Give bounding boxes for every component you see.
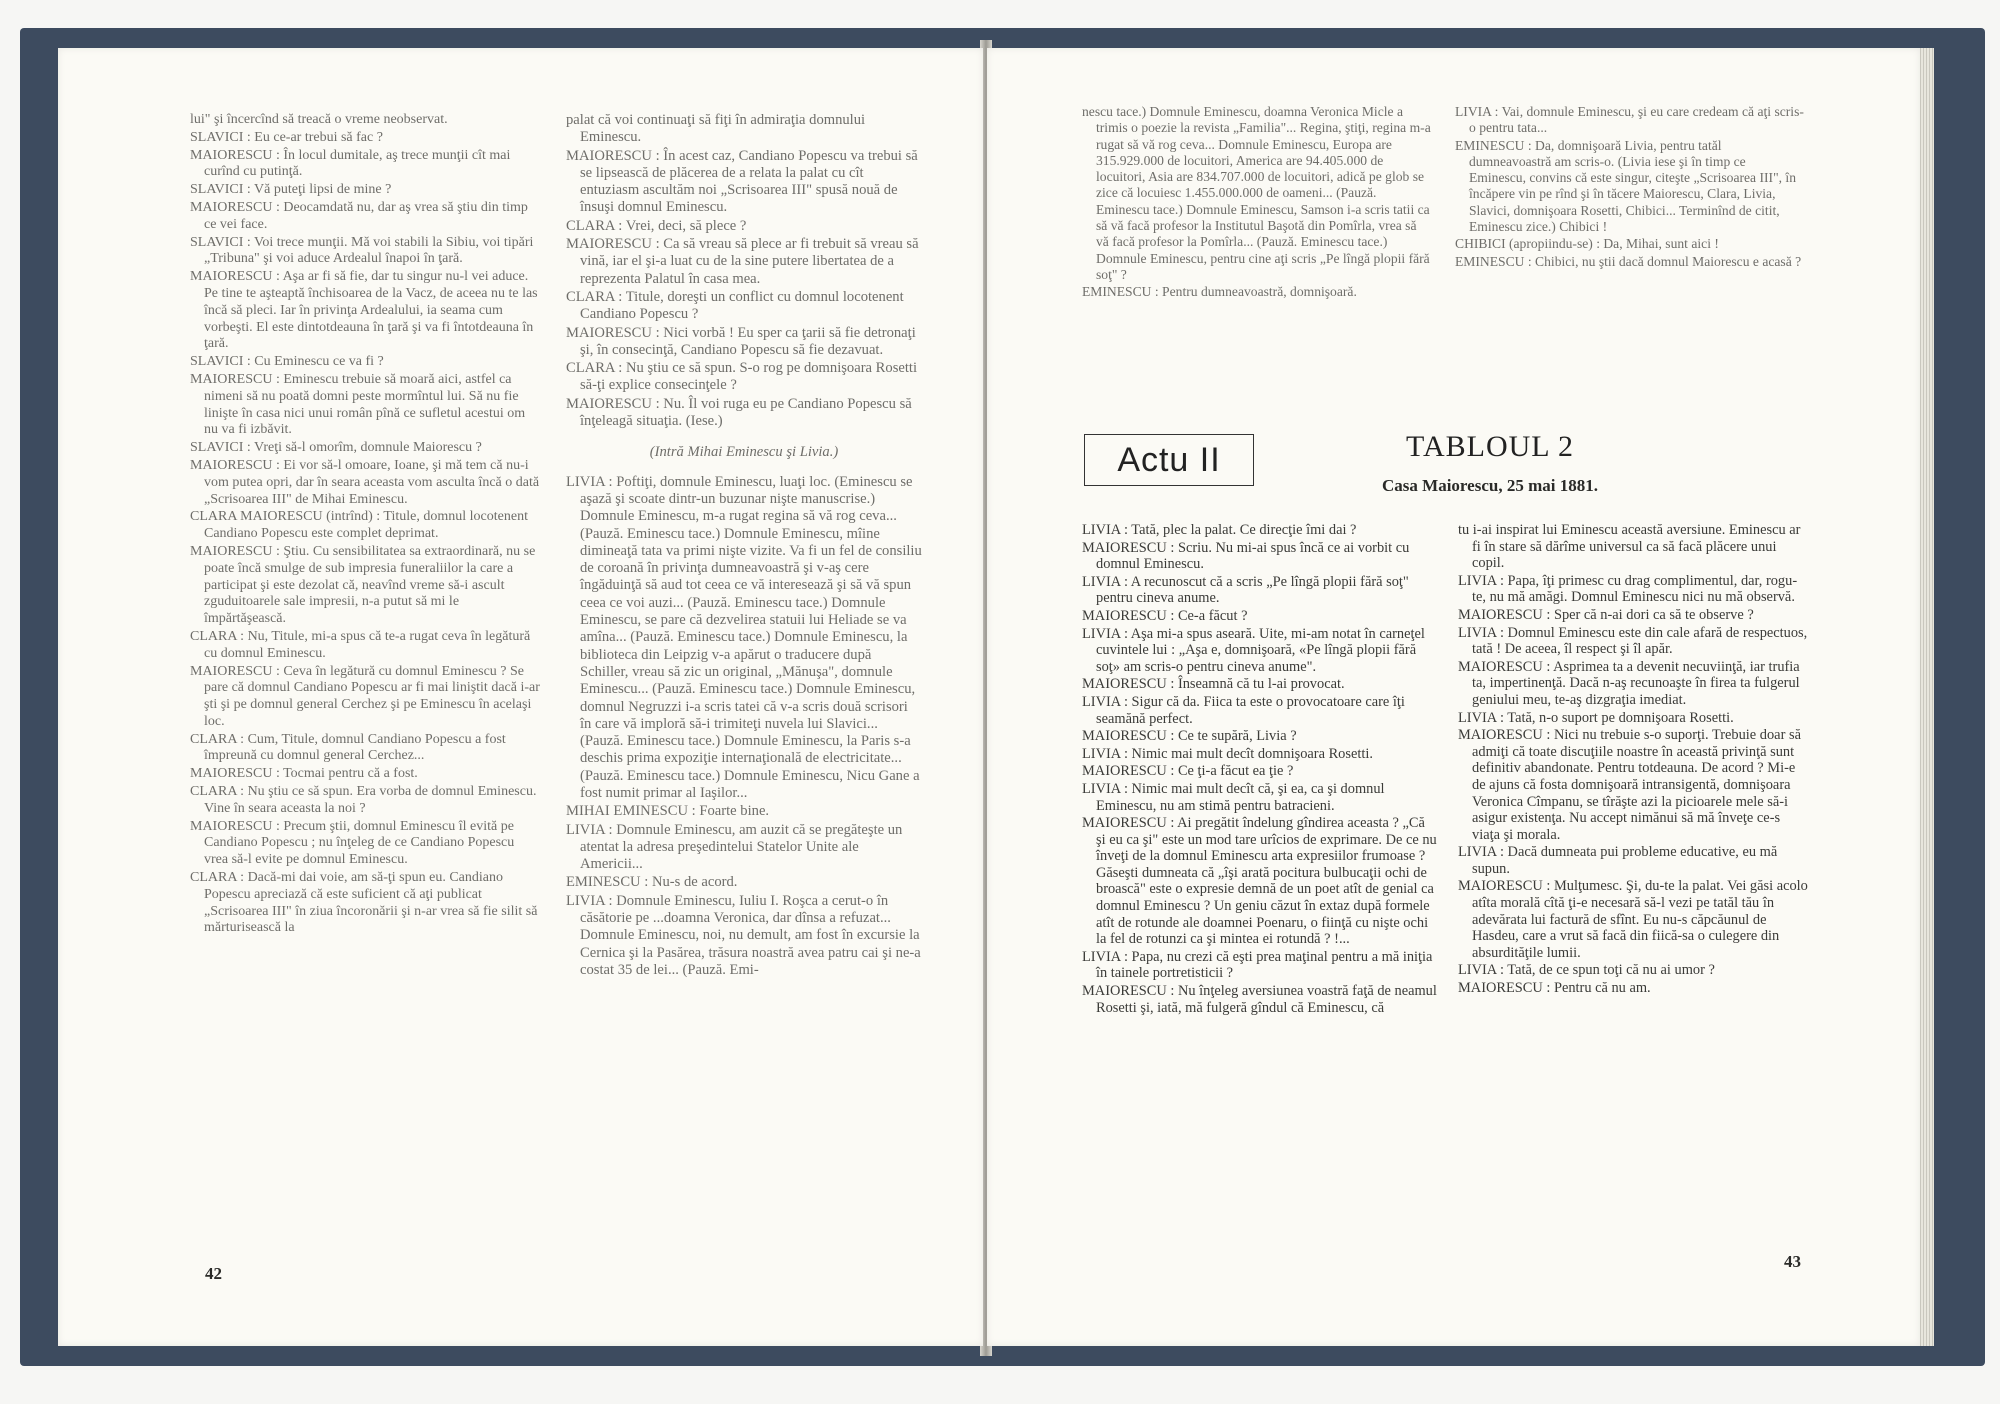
dialogue-line: SLAVICI : Vreţi să-l omorîm, domnule Maiorescu ? — [190, 440, 482, 456]
dialogue-line: palat că voi continuaţi să fiţi în admiraţia domnului Eminescu. — [566, 112, 866, 146]
dialogue-line: LIVIA : Nimic mai mult decît domnişoara Rosetti. — [1082, 745, 1373, 762]
dialogue-line: CLARA : Nu ştiu ce să spun. Era vorba de domnul Eminescu. Vine în seara aceasta la noi ? — [190, 784, 537, 816]
dialogue-line: MAIORESCU : În locul dumitale, aş trece munţii cît mai curînd cu putinţă. — [190, 147, 511, 180]
dialogue-line: MIHAI EMINESCU : Foarte bine. — [566, 803, 770, 820]
dialogue-line: CLARA : Nu, Titule, mi-a spus că te-a rugat ceva în legătură cu domnul Eminescu. — [190, 628, 531, 661]
dialogue-line: CLARA : Dacă-mi dai voie, am să-ţi spun eu. Candiano Popescu apreciază că este suficient că aţi publicat „Scrisoarea III" în ziua încoronării şi n-ar vrea să fie silit să mărturisească la — [190, 870, 538, 936]
dialogue-line: LIVIA : Papa, îţi primesc cu drag complimentul, dar, rogu-te, nu mă amăgi. Domnul Eminescu nici nu mă observă. — [1458, 572, 1798, 606]
right-page-column-2 — [1458, 522, 1810, 998]
dialogue-line: MAIORESCU : Nici nu trebuie s-o suporţi. Trebuie doar să admiţi că toate discuţiile noastre în această privinţă sunt definitiv abandonate. Pentru totdeauna. De acord ? Mi-e de ajuns că fosta domnişoară intransigentă, domnişoara Veronica Cîmpanu, se tîrăşte azi la picioarele mele să-i asigur existenţa. Nu accept nimănui să mă înveţe ce-s viaţa şi morala. — [1458, 727, 1801, 843]
dialogue-line: MAIORESCU : Ei vor să-l omoare, Ioane, şi mă tem că nu-i vom putea opri, dar în seara aceasta vom asculta încă o dată „Scrisoarea III" de Mihai Eminescu. — [190, 457, 540, 507]
right-page-top-column-2 — [1455, 104, 1805, 271]
dialogue-line: MAIORESCU : Asprimea ta a devenit necuviinţă, iar trufia ta, impertinenţă. Dacă n-aş recunoaşte în firea ta fulgerul geniului meu, te-aş dizgraţia imediat. — [1458, 658, 1800, 708]
dialogue-line: MAIORESCU : Ce ţi-a făcut ea ţie ? — [1082, 763, 1294, 780]
dialogue-line: MAIORESCU : Precum ştii, domnul Eminescu îl evită pe Candiano Popescu ; nu înţeleg de ce Candiano Popescu vrea să-l evite pe domnul Eminescu. — [190, 818, 515, 868]
dialogue-line: LIVIA : Tată, n-o suport pe domnişoara Rosetti. — [1458, 709, 1734, 726]
dialogue-line: tu i-ai inspirat lui Eminescu această aversiune. Eminescu ar fi în stare să dărîme universul ca să facă plăcere unui copil. — [1458, 522, 1801, 572]
dialogue-line: LIVIA : Tată, plec la palat. Ce direcţie îmi dai ? — [1082, 522, 1357, 538]
dialogue-line: MAIORESCU : Înseamnă că tu l-ai provocat. — [1082, 676, 1345, 693]
dialogue-line: MAIORESCU : Deocamdată nu, dar aş vrea să ştiu din timp ce vei face. — [190, 199, 528, 232]
dialogue-line: MAIORESCU : Ceva în legătură cu domnul Eminescu ? Se pare că domnul Candiano Popescu ar fi mai liniştit dacă i-ar şti şi pe domnul general Cerchez şi pe Eminescu în acelaşi loc. — [190, 663, 540, 729]
dialogue-line: MAIORESCU : Pentru că nu am. — [1458, 980, 1651, 997]
tablou-subtitle: Casa Maiorescu, 25 mai 1881. — [1382, 476, 1598, 495]
dialogue-line: MAIORESCU : Eminescu trebuie să moară aici, astfel ca nimeni să nu poată domni peste mormîntul lui. Să nu fie linişte în casa nici unui român pînă ce sufletul acestui om nu va fi izbăvit. — [190, 371, 526, 438]
right-page-number: 43 — [1784, 1252, 1801, 1271]
dialogue-line: (Intră Mihai Eminescu şi Livia.) — [649, 444, 839, 461]
dialogue-line: MAIORESCU : Scriu. Nu mi-ai spus încă ce ai vorbit cu domnul Eminescu. — [1082, 539, 1410, 573]
dialogue-line: SLAVICI : Cu Eminescu ce va fi ? — [190, 354, 384, 370]
page-edges — [1918, 48, 1934, 1346]
dialogue-line: LIVIA : Vai, domnule Eminescu, şi eu care credeam că aţi scris-o pentru tata... — [1455, 104, 1804, 136]
dialogue-line: CLARA : Nu ştiu ce să spun. S-o rog pe domnişoara Rosetti să-ţi explice consecinţele ? — [566, 360, 918, 394]
dialogue-line: EMINESCU : Chibici, nu ştii dacă domnul Maiorescu e acasă ? — [1455, 253, 1802, 269]
right-page-column-1 — [1082, 522, 1438, 1017]
left-page-column-2 — [566, 112, 922, 980]
act-label-box: Actu II — [1084, 434, 1254, 486]
dialogue-line: LIVIA : Papa, nu crezi că eşti prea maţinal pentru a mă iniţia în tainele portretisticii ? — [1082, 948, 1433, 982]
dialogue-line: MAIORESCU : Ce-a făcut ? — [1082, 607, 1248, 624]
dialogue-line: MAIORESCU : Sper că n-ai dori ca să te observe ? — [1458, 606, 1754, 623]
dialogue-line: MAIORESCU : Nu înţeleg aversiunea voastră faţă de neamul Rosetti şi, iată, mă fulgeră gîndul că Eminescu, că — [1082, 983, 1437, 1016]
dialogue-line: EMINESCU : Pentru dumneavoastră, domnişoară. — [1082, 284, 1357, 300]
dialogue-line: SLAVICI : Eu ce-ar trebui să fac ? — [190, 129, 383, 145]
dialogue-line: CLARA : Vrei, deci, să plece ? — [566, 217, 747, 234]
dialogue-line: LIVIA : Domnule Eminescu, am auzit că se pregăteşte un atentat la adresa preşedintelui Statelor Unite ale Americii... — [566, 821, 903, 873]
dialogue-line: lui" şi încercînd să treacă o vreme neobservat. — [190, 112, 448, 127]
dialogue-line: CLARA : Titule, doreşti un conflict cu domnul locotenent Candiano Popescu ? — [566, 288, 904, 323]
dialogue-line: MAIORESCU : Ştiu. Cu sensibilitatea sa extraordinară, nu se poate încă smulge de sub impresia funeraliilor la care a participat şi este dezolat că, neavînd vreme să-i ascult zguduitoarele sale impresii, n-a putut să mi le împărtăşească. — [190, 543, 536, 627]
dialogue-line: SLAVICI : Voi trece munţii. Mă voi stabili la Sibiu, voi tipări „Tribuna" şi voi aduce Ardealul înapoi în ţară. — [190, 234, 534, 267]
dialogue-line: LIVIA : Domnule Eminescu, Iuliu I. Roşca a cerut-o în căsătorie pe ...doamna Veronica, dar dînsa a refuzat... Domnule Eminescu, noi, nu demult, am fost în excursie la Cernica şi la Pasărea, trăsura noastră avea patru cai şi ne-a costat 35 de lei... (Pauză. Emi- — [566, 892, 921, 978]
dialogue-line: LIVIA : Dacă dumneata pui probleme educative, eu mă supun. — [1458, 844, 1778, 877]
dialogue-line: LIVIA : Tată, de ce spun toţi că nu ai umor ? — [1458, 962, 1715, 979]
dialogue-line: nescu tace.) Domnule Eminescu, doamna Veronica Micle a trimis o poezie la revista „Familia"... Regina, ştiţi, regina m-a rugat să vă rog ceva... Domnule Eminescu, Europa are 315.929.000 de locuitori, America are 94.405.000 de locuitori, Asia are 834.707.000 de locuitori, adică pe glob se zice că locuiesc 1.455.000.000 de oameni... (Pauză. Eminescu tace.) Domnule Eminescu, Samson i-a scris tatii ca să vă facă profesor la Institutul Başotă din Pomîrla, vrea să vă facă profesor la Pomîrla... (Pauză. Eminescu tace.) Domnule Eminescu, pentru cine aţi scris „Pe lîngă plopii fără soţ" ? — [1082, 104, 1431, 282]
tablou-title: TABLOUL 2 — [1406, 430, 1574, 463]
dialogue-line: SLAVICI : Vă puteţi lipsi de mine ? — [190, 182, 392, 198]
dialogue-line: MAIORESCU : În acest caz, Candiano Popescu va trebui să se lipsească de plăcerea de a relata la palat cu cît entuziasm ascultăm noi „Scrisoarea III" spusă nouă de însuşi domnul Eminescu. — [566, 147, 918, 216]
right-page-top-column-1 — [1082, 104, 1432, 302]
left-page-column-1 — [190, 112, 540, 938]
dialogue-line: EMINESCU : Nu-s de acord. — [566, 874, 738, 891]
dialogue-line: MAIORESCU : Mulţumesc. Şi, du-te la palat. Vei găsi acolo atîta morală cîtă ţi-e necesară să-l vezi pe tatăl tău în adevărata lui factură de sfînt. Eu nu-s căpcăunul de Hasdeu, care a vrut să facă din fiică-sa o culegere din absurdităţile lumii. — [1458, 878, 1808, 961]
dialogue-line: LIVIA : Aşa mi-a spus aseară. Uite, mi-am notat în carneţel cuvintele lui : „Aşa e, domnişoară, «Pe lîngă plopii fără soţ» am scris-o pentru cineva anume". — [1082, 625, 1425, 675]
dialogue-line: EMINESCU : Da, domnişoară Livia, pentru tatăl dumneavoastră am scris-o. (Livia iese şi în timp ce Eminescu, convins că este singur, citeşte „Scrisoarea III", în încăpere vin pe rînd şi în tăcere Maiorescu, Clara, Livia, Slavici, domnişoara Rosetti, Chibici... Terminînd de citit, Eminescu zice.) Chibici ! — [1455, 137, 1796, 235]
dialogue-line: MAIORESCU : Nu. Îl voi ruga eu pe Candiano Popescu să înţeleagă situaţia. (Iese.) — [566, 395, 912, 430]
dialogue-line: CLARA : Cum, Titule, domnul Candiano Popescu a fost împreună cu domnul general Cerchez... — [190, 731, 506, 764]
dialogue-line: MAIORESCU : Ce te supără, Livia ? — [1082, 728, 1297, 745]
dialogue-line: CLARA MAIORESCU (intrînd) : Titule, domnul locotenent Candiano Popescu este complet deprimat. — [190, 509, 528, 542]
dialogue-line: CHIBICI (apropiindu-se) : Da, Mihai, sunt aici ! — [1455, 236, 1719, 252]
dialogue-line: LIVIA : Nimic mai mult decît că, şi ea, ca şi domnul Eminescu, nu am stimă pentru batracieni. — [1082, 780, 1385, 814]
dialogue-line: MAIORESCU : Ca să vreau să plece ar fi trebuit să vreau să vină, iar el şi-a luat cu de la sine putere libertatea de a reprezenta Palatul în casa mea. — [566, 236, 919, 287]
dialogue-line: MAIORESCU : Aşa ar fi să fie, dar tu singur nu-l vei aduce. Pe tine te aşteaptă închisoarea de la Vacz, de aceea nu te las încă să pleci. Iar în privinţa Ardealului, ia seama cum vorbeşti. El este dintotdeauna în ţară şi va fi întotdeauna în ţară. — [190, 269, 538, 352]
left-page-number: 42 — [205, 1264, 222, 1283]
dialogue-line: MAIORESCU : Nici vorbă ! Eu sper ca ţarii să fie detronaţi şi, în consecinţă, Candiano Popescu să fie dezavuat. — [566, 324, 916, 358]
dialogue-line: LIVIA : A recunoscut că a scris „Pe lîngă plopii fără soţ" pentru cineva anume. — [1082, 573, 1409, 607]
dialogue-line: LIVIA : Sigur că da. Fiica ta este o provocatoare care îţi seamănă perfect. — [1082, 693, 1405, 727]
dialogue-line: LIVIA : Poftiţi, domnule Eminescu, luaţi loc. (Eminescu se aşază şi scoate dintr-un buzunar nişte manuscrise.) Domnule Eminescu, m-a rugat regina să vă rog ceva... (Pauză. Eminescu tace.) Domnule Eminescu, mîine dimineaţă tata va primi nişte vizite. Va fi un fel de consiliu de coroană în privinţa dumneavoastră şi v-aş cere îngăduinţă să aud tot ceea ce vă interesează şi să vă spun ceea ce voi auzi... (Pauză. Eminescu tace.) Domnule Eminescu, se pare că dezvelirea statuii lui Heliade se va amîna... (Pauză. Eminescu tace.) Domnule Eminescu, la biblioteca din Leipzig v-a apărut o traducere după Schiller, vreau să zic un original, „Mănuşa", domnule Eminescu... (Pauză. Eminescu tace.) Domnule Eminescu, domnul Negruzzi i-a scris tatei că v-a scris două scrisori în care vă imploră să-i trimiteţi nuvela lui Slavici... (Pauză. Eminescu tace.) Domnule Eminescu, la Paris s-a deschis prima expoziţie internaţională de electricitate... (Pauză. Eminescu tace.) Domnule Eminescu, Nicu Gane a fost numit primar al Iaşilor... — [566, 473, 922, 801]
dialogue-line: MAIORESCU : Tocmai pentru că a fost. — [190, 766, 418, 782]
dialogue-line: LIVIA : Domnul Eminescu este din cale afară de respectuos, tată ! De aceea, îl respect şi îl apăr. — [1458, 624, 1808, 658]
dialogue-line: MAIORESCU : Ai pregătit îndelung gîndirea aceasta ? „Că şi eu ca şi" este un mod tare urîcios de exprimare. De ce nu înveţi de la domnul Eminescu arta expresiilor frumoase ? Găseşti dumneata că „îşi arată pocitura bulbucaţii ochi de broască" este o expresie demnă de un poet atît de genial ca domnul Eminescu ? Un geniu căzut în extaz după formele atît de rotunde ale doamnei Poenaru, o fiinţă cu nişte ochi la fel de rotunzi ca şi mintea ei rotundă ? !... — [1082, 815, 1437, 948]
